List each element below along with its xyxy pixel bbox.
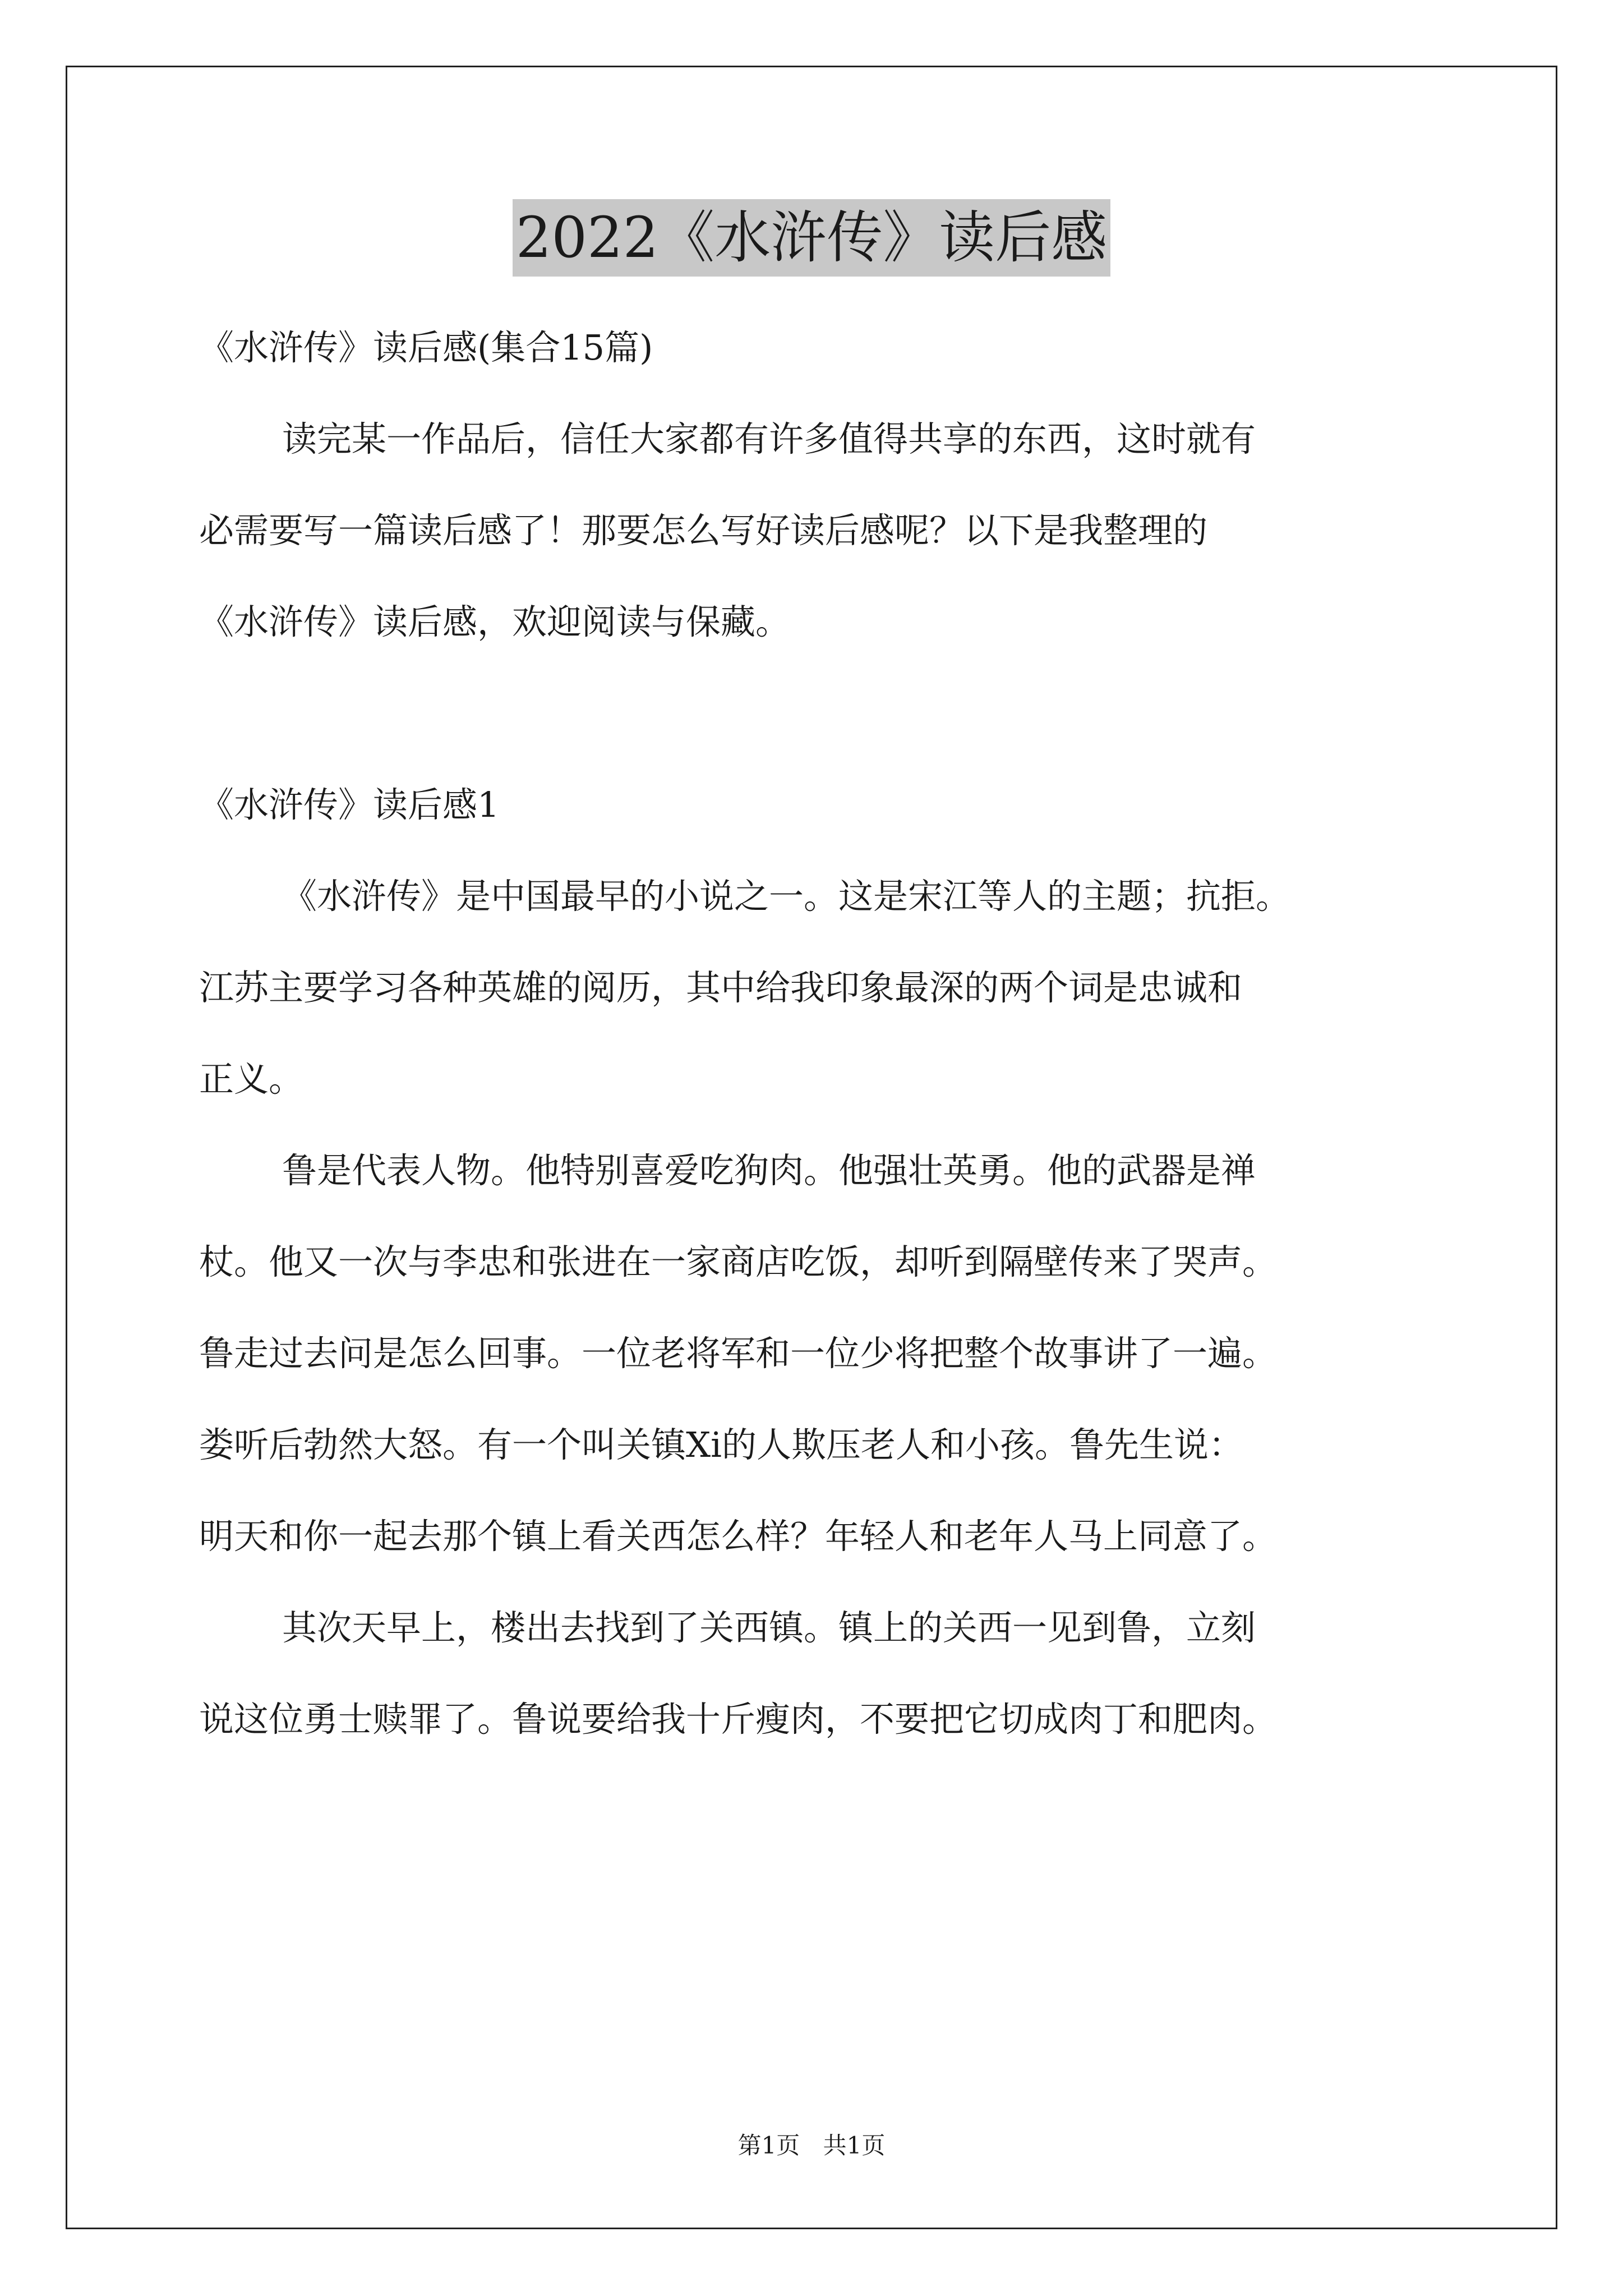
paragraph-line: 鲁走过去问是怎么回事。一位老将军和一位少将把整个故事讲了一遍。 bbox=[199, 1333, 1278, 1374]
document-title: 2022《水浒传》读后感 bbox=[513, 199, 1111, 277]
paragraph-line: 《水浒传》是中国最早的小说之一。这是宋江等人的主题；抗拒。 bbox=[282, 876, 1291, 917]
paragraph-line: 其次天早上，楼出去找到了关西镇。镇上的关西一见到鲁，立刻 bbox=[282, 1607, 1256, 1648]
intro-line: 必需要写一篇读后感了！那要怎么写好读后感呢？以下是我整理的 bbox=[199, 510, 1208, 551]
intro-line: 读完某一作品后，信任大家都有许多值得共享的东西，这时就有 bbox=[282, 418, 1256, 459]
section-heading: 《水浒传》读后感1 bbox=[199, 784, 500, 825]
page-number: 第1页 bbox=[737, 2132, 800, 2159]
page-footer bbox=[0, 2129, 1623, 2162]
paragraph-line: 说这位勇士赎罪了。鲁说要给我十斤瘦肉，不要把它切成肉丁和肥肉。 bbox=[199, 1699, 1278, 1740]
blank-line bbox=[199, 668, 1427, 759]
paragraph-line: 明天和你一起去那个镇上看关西怎么样？年轻人和老年人马上同意了。 bbox=[199, 1516, 1278, 1557]
paragraph-line: 鲁是代表人物。他特别喜爱吃狗肉。他强壮英勇。他的武器是禅 bbox=[282, 1150, 1256, 1191]
paragraph-line: 娄听后勃然大怒。有一个叫关镇Xi的人欺压老人和小孩。鲁先生说： bbox=[199, 1424, 1243, 1465]
paragraph-line: 杖。他又一次与李忠和张进在一家商店吃饭，却听到隔壁传来了哭声。 bbox=[199, 1241, 1278, 1282]
title-container bbox=[0, 199, 1623, 277]
paragraph-line: 正义。 bbox=[199, 1059, 304, 1099]
intro-line: 《水浒传》读后感，欢迎阅读与保藏。 bbox=[199, 601, 791, 642]
document-subtitle: 《水浒传》读后感(集合15篇) bbox=[199, 327, 653, 368]
paragraph-line: 江苏主要学习各种英雄的阅历，其中给我印象最深的两个词是忠诚和 bbox=[199, 967, 1243, 1008]
page-total: 共1页 bbox=[823, 2132, 886, 2159]
document-body bbox=[199, 302, 1427, 1765]
